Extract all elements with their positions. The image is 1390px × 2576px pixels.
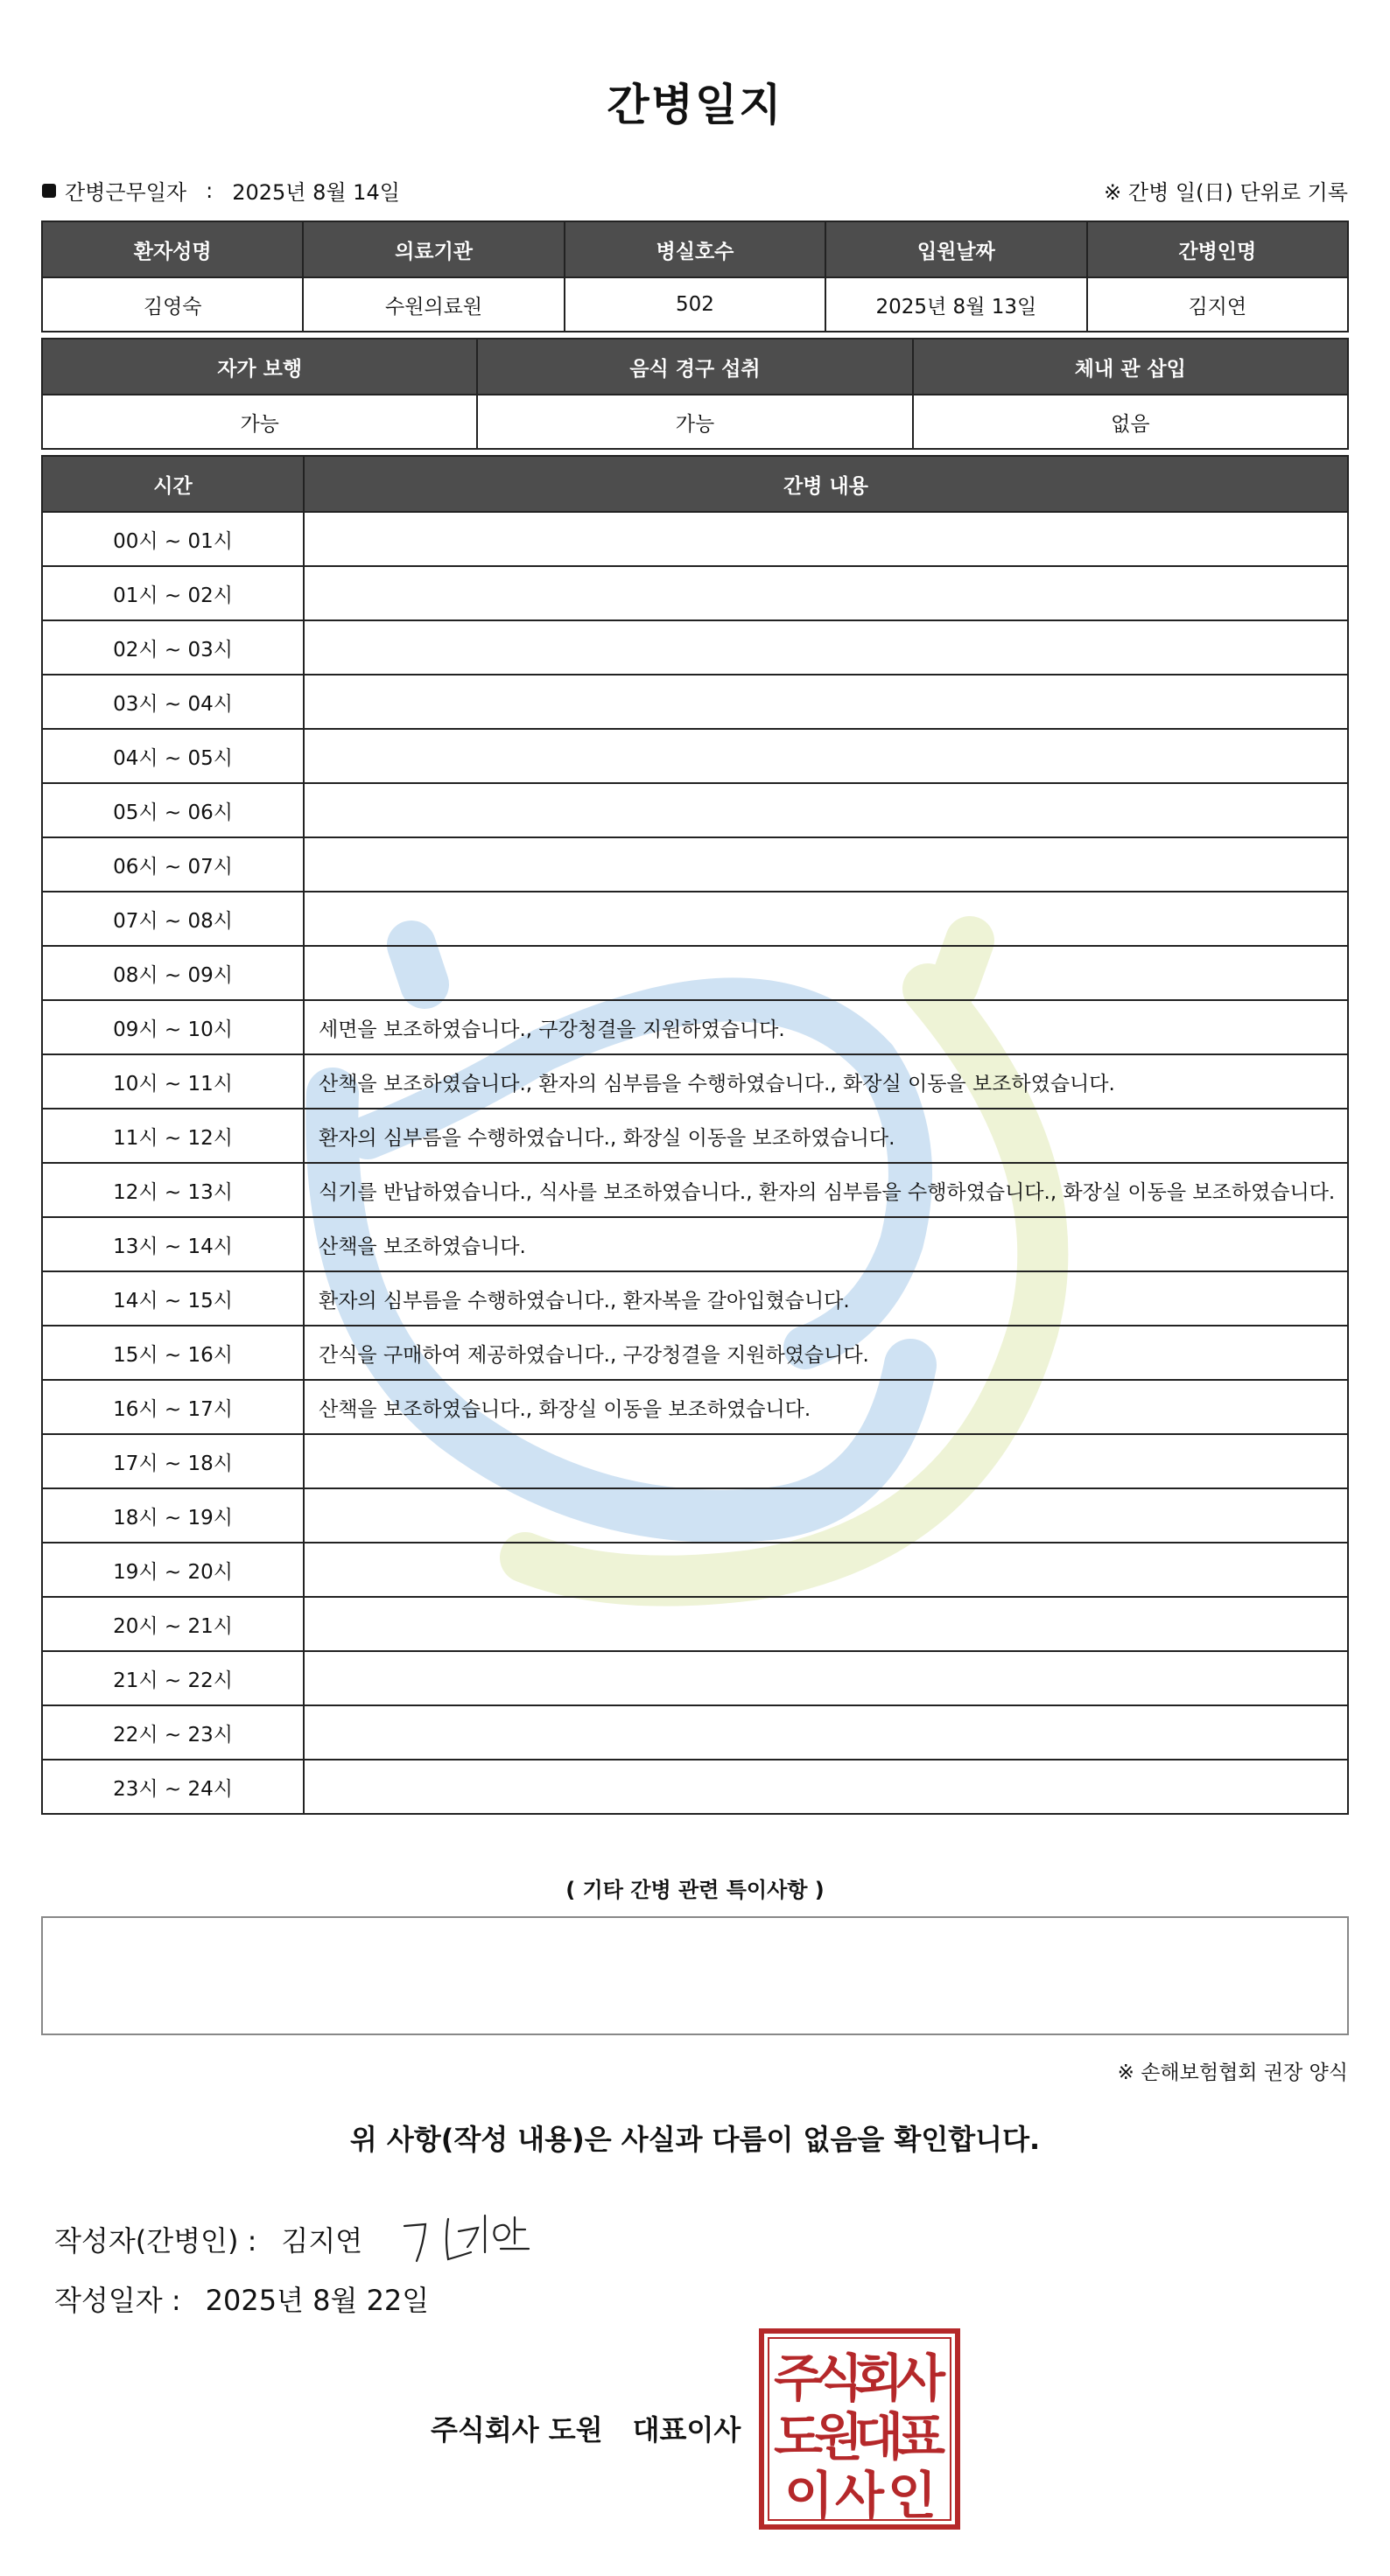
svg-text:대: 대 (853, 2407, 904, 2467)
company-seal-stamp (758, 2328, 961, 2530)
special-notes-label: ( 기타 간병 관련 특이사항 ) (565, 1878, 825, 1902)
table-row (42, 1000, 1348, 1054)
work-date-separator: : (206, 178, 214, 203)
document-title: 간병일지 (607, 80, 783, 130)
svg-text:이: 이 (783, 2466, 834, 2525)
work-date-label: 간병근무일자 (65, 180, 187, 205)
table-row (42, 512, 1348, 566)
svg-text:표: 표 (895, 2407, 946, 2467)
svg-text:사: 사 (895, 2348, 946, 2408)
time-slot-cell: 06시 ~ 07시 (42, 837, 304, 892)
table-row (42, 946, 1348, 1000)
time-slot-cell: 02시 ~ 03시 (42, 620, 304, 675)
time-slot-cell: 19시 ~ 20시 (42, 1543, 304, 1597)
care-content-cell: 환자의 심부름을 수행하였습니다., 환자복을 갈아입혔습니다. (304, 1271, 1348, 1326)
handwritten-signature (397, 2208, 555, 2270)
written-date-label: 작성일자 : (54, 2284, 181, 2317)
table-row (42, 1380, 1348, 1434)
care-content-cell: 식기를 반납하였습니다., 식사를 보조하였습니다., 환자의 심부름을 수행하였습니다., 화장실 이동을 보조하였습니다. (304, 1163, 1348, 1217)
care-content-cell: 산책을 보조하였습니다., 환자의 심부름을 수행하였습니다., 화장실 이동을 보조하였습니다. (304, 1054, 1348, 1109)
confirmation-statement: 위 사항(작성 내용)은 사실과 다름이 없음을 확인합니다. (349, 2123, 1041, 2156)
table-row (42, 1054, 1348, 1109)
company-representative-title: 대표이사 (632, 2413, 741, 2446)
care-content-cell: 산책을 보조하였습니다. (304, 1217, 1348, 1271)
care-content-cell: 세면을 보조하였습니다., 구강청결을 지원하였습니다. (304, 1000, 1348, 1054)
special-notes-box (41, 1916, 1349, 2035)
time-slot-cell: 03시 ~ 04시 (42, 675, 304, 729)
company-name: 주식회사 도원 (431, 2413, 603, 2446)
hospital-value: 수원의료원 (303, 277, 564, 332)
time-slot-cell: 20시 ~ 21시 (42, 1597, 304, 1651)
writer-label: 작성자(간병인) : (54, 2224, 257, 2258)
header-care-content: 간병 내용 (304, 456, 1348, 512)
care-content-cell (304, 729, 1348, 783)
care-content-cell (304, 675, 1348, 729)
table-row (42, 1597, 1348, 1651)
writer-line (54, 2208, 555, 2270)
caregiver-name-value: 김지연 (1087, 277, 1348, 332)
care-content-cell: 간식을 구매하여 제공하였습니다., 구강청결을 지원하였습니다. (304, 1326, 1348, 1380)
table-row (42, 783, 1348, 837)
header-tube-insertion: 체내 관 삽입 (913, 339, 1348, 395)
svg-text:인: 인 (887, 2466, 937, 2525)
care-log-body (42, 512, 1348, 1814)
care-content-cell (304, 892, 1348, 946)
table-row (42, 1109, 1348, 1163)
table-row (42, 1271, 1348, 1326)
time-slot-cell: 21시 ~ 22시 (42, 1651, 304, 1705)
patient-status-table (41, 338, 1349, 450)
table-row (42, 837, 1348, 892)
header-time: 시간 (42, 456, 304, 512)
care-content-cell (304, 1488, 1348, 1543)
writer-name: 김지연 (281, 2224, 363, 2258)
table-row (42, 1488, 1348, 1543)
header-caregiver-name: 간병인명 (1087, 221, 1348, 277)
written-date-line (54, 2278, 429, 2319)
patient-name-value: 김영숙 (42, 277, 303, 332)
time-slot-cell: 14시 ~ 15시 (42, 1271, 304, 1326)
care-content-cell (304, 512, 1348, 566)
care-content-cell (304, 566, 1348, 620)
table-row (42, 1326, 1348, 1380)
record-unit-note: ※ 간병 일(日) 단위로 기록 (1104, 180, 1348, 205)
form-source-note: ※ 손해보험협회 권장 양식 (1117, 2062, 1348, 2084)
header-hospital: 의료기관 (303, 221, 564, 277)
care-content-cell (304, 1543, 1348, 1597)
care-content-cell (304, 837, 1348, 892)
patient-status-header-row (42, 339, 1348, 395)
table-row (42, 675, 1348, 729)
table-row (42, 1705, 1348, 1760)
table-row (42, 1543, 1348, 1597)
care-content-cell (304, 946, 1348, 1000)
header-oral-intake: 음식 경구 섭취 (477, 339, 912, 395)
time-slot-cell: 13시 ~ 14시 (42, 1217, 304, 1271)
table-row (42, 1434, 1348, 1488)
care-content-cell (304, 620, 1348, 675)
table-row (42, 1217, 1348, 1271)
svg-text:원: 원 (813, 2407, 864, 2467)
admission-date-value: 2025년 8월 13일 (825, 277, 1086, 332)
header-room-number: 병실호수 (565, 221, 825, 277)
time-slot-cell: 08시 ~ 09시 (42, 946, 304, 1000)
care-content-cell (304, 1597, 1348, 1651)
care-content-cell (304, 1651, 1348, 1705)
svg-text:도: 도 (773, 2407, 824, 2467)
room-number-value: 502 (565, 277, 825, 332)
work-date-value: 2025년 8월 14일 (232, 180, 400, 205)
patient-info-value-row (42, 277, 1348, 332)
work-date-line (42, 175, 400, 206)
care-content-cell: 산책을 보조하였습니다., 화장실 이동을 보조하였습니다. (304, 1380, 1348, 1434)
time-slot-cell: 12시 ~ 13시 (42, 1163, 304, 1217)
care-content-cell: 환자의 심부름을 수행하였습니다., 화장실 이동을 보조하였습니다. (304, 1109, 1348, 1163)
company-signature-line (431, 2408, 741, 2448)
time-slot-cell: 22시 ~ 23시 (42, 1705, 304, 1760)
header-patient-name: 환자성명 (42, 221, 303, 277)
care-content-cell (304, 1760, 1348, 1814)
time-slot-cell: 00시 ~ 01시 (42, 512, 304, 566)
time-slot-cell: 09시 ~ 10시 (42, 1000, 304, 1054)
table-row (42, 566, 1348, 620)
svg-text:주: 주 (773, 2348, 824, 2408)
patient-info-header-row (42, 221, 1348, 277)
svg-text:회: 회 (853, 2348, 904, 2408)
table-row (42, 620, 1348, 675)
patient-info-table (41, 220, 1349, 332)
header-admission-date: 입원날짜 (825, 221, 1086, 277)
tube-insertion-value: 없음 (913, 395, 1348, 449)
table-row (42, 1760, 1348, 1814)
time-slot-cell: 01시 ~ 02시 (42, 566, 304, 620)
time-slot-cell: 16시 ~ 17시 (42, 1380, 304, 1434)
oral-intake-value: 가능 (477, 395, 912, 449)
svg-text:식: 식 (813, 2348, 864, 2408)
table-row (42, 1163, 1348, 1217)
svg-text:사: 사 (834, 2466, 885, 2525)
care-log-table (41, 455, 1349, 1815)
care-content-cell (304, 783, 1348, 837)
table-row (42, 729, 1348, 783)
care-log-header-row (42, 456, 1348, 512)
time-slot-cell: 17시 ~ 18시 (42, 1434, 304, 1488)
written-date-value: 2025년 8월 22일 (205, 2284, 430, 2317)
self-walking-value: 가능 (42, 395, 477, 449)
table-row (42, 892, 1348, 946)
patient-status-value-row (42, 395, 1348, 449)
care-content-cell (304, 1434, 1348, 1488)
time-slot-cell: 23시 ~ 24시 (42, 1760, 304, 1814)
care-content-cell (304, 1705, 1348, 1760)
time-slot-cell: 18시 ~ 19시 (42, 1488, 304, 1543)
header-self-walking: 자가 보행 (42, 339, 477, 395)
table-row (42, 1651, 1348, 1705)
time-slot-cell: 11시 ~ 12시 (42, 1109, 304, 1163)
square-bullet-icon (42, 184, 56, 198)
time-slot-cell: 07시 ~ 08시 (42, 892, 304, 946)
time-slot-cell: 04시 ~ 05시 (42, 729, 304, 783)
time-slot-cell: 05시 ~ 06시 (42, 783, 304, 837)
time-slot-cell: 15시 ~ 16시 (42, 1326, 304, 1380)
time-slot-cell: 10시 ~ 11시 (42, 1054, 304, 1109)
